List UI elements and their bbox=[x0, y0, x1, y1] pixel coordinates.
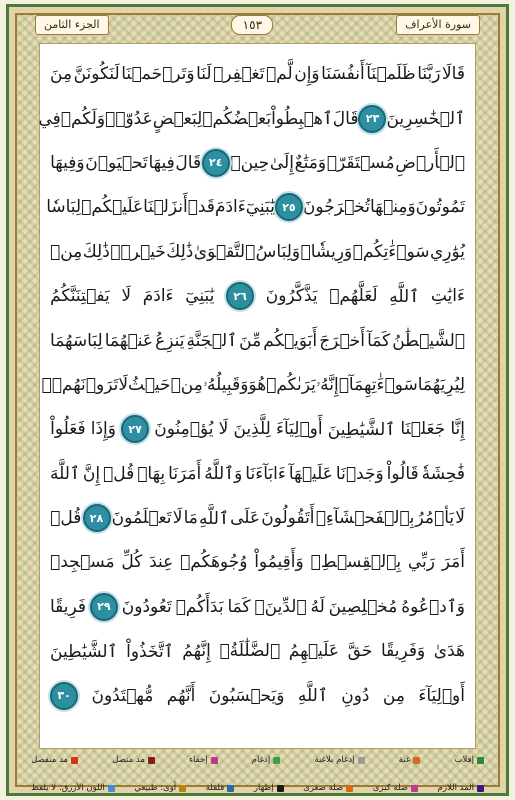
word: ذَٰلِكَ bbox=[166, 241, 194, 262]
word: قُلۡ bbox=[103, 463, 135, 484]
word: يَأۡمُرُ bbox=[415, 508, 455, 529]
word: قَالَ bbox=[175, 152, 202, 173]
legend-label: المد اللازم bbox=[437, 783, 474, 793]
word: لَعَلَّهُمۡ bbox=[329, 286, 378, 307]
color-swatch bbox=[411, 785, 418, 792]
word: تَرَوۡنَهُمۡۗ bbox=[41, 374, 119, 395]
page-header bbox=[35, 14, 480, 36]
word: بِهَاۗ bbox=[137, 463, 166, 484]
word: قَدۡ bbox=[187, 197, 215, 218]
word: بِٱلۡفَحۡشَآءِۖ bbox=[315, 508, 415, 529]
word: كُلِّ bbox=[121, 552, 143, 573]
page-number: ١٥٣ bbox=[231, 15, 273, 35]
word: قُلۡ bbox=[50, 508, 82, 529]
word: ٱلشَّيَٰطِينَ bbox=[50, 641, 118, 662]
text-line bbox=[50, 52, 465, 96]
word: لَنَكُونَنَّ bbox=[73, 64, 120, 85]
word: مَسۡجِدٖ bbox=[50, 552, 115, 573]
word: وَأَقِيمُواْ bbox=[254, 552, 304, 573]
word: فِي bbox=[38, 108, 61, 129]
word: أَوۡلِيَآءَ bbox=[418, 685, 465, 706]
color-swatch bbox=[211, 757, 218, 764]
word: لِبَاسَهُمَا bbox=[50, 330, 103, 351]
word: لَا bbox=[121, 286, 132, 307]
color-swatch bbox=[108, 785, 115, 792]
word: وَمِنۡهَا bbox=[369, 197, 416, 218]
word: يُؤۡمِنُونَ bbox=[154, 419, 214, 440]
ayah-number-marker: ٢٨ bbox=[83, 504, 111, 532]
word: تَعُودُونَ bbox=[121, 596, 172, 617]
word: لَا bbox=[118, 374, 129, 395]
word: ٱلۡجَنَّةِ bbox=[186, 331, 238, 352]
word: إِنَّا bbox=[450, 419, 465, 440]
text-line bbox=[50, 318, 465, 362]
word: أَنَّهُم bbox=[166, 685, 196, 706]
legend-label: اللون الأزرق: لا يلفظ bbox=[31, 783, 105, 793]
word: قَالُواْ bbox=[386, 463, 419, 484]
word: عَلَيۡهَآ bbox=[288, 463, 333, 484]
legend-item bbox=[252, 755, 280, 765]
legend-row bbox=[31, 783, 484, 793]
word: حَيۡثُ bbox=[128, 374, 171, 395]
surah-label: سورة الأعراف bbox=[396, 15, 480, 35]
word: وَرِيشٗاۖ bbox=[300, 241, 353, 262]
text-line bbox=[38, 96, 465, 140]
word: لَا bbox=[172, 508, 183, 529]
word: يَٰبَنِيٓ bbox=[185, 286, 215, 307]
word: تُخۡرَجُونَ bbox=[302, 197, 370, 218]
word: عَلَيۡكُمۡ bbox=[81, 197, 144, 218]
legend-label: قلقلة bbox=[205, 783, 225, 793]
word: تَمُوتُونَ bbox=[415, 197, 465, 218]
legend-label: صلة كبرى bbox=[372, 783, 408, 793]
text-line bbox=[50, 230, 465, 274]
legend-row bbox=[31, 755, 484, 765]
word: حَقَّ bbox=[347, 641, 373, 662]
word: ءَابَآءَنَا bbox=[245, 463, 286, 484]
legend-item bbox=[112, 755, 155, 765]
word: وَإِذَا bbox=[90, 419, 116, 440]
color-swatch bbox=[277, 785, 284, 792]
word: أَتَقُولُونَ bbox=[261, 508, 315, 529]
word: مِنۡ bbox=[50, 241, 83, 262]
word: لَا bbox=[218, 419, 229, 440]
word: تَغۡفِرۡ bbox=[213, 64, 265, 85]
word: رَبِّي bbox=[407, 552, 436, 573]
word: ٱللَّهِ bbox=[199, 508, 229, 529]
word: إِنَّهُمُ bbox=[182, 641, 211, 662]
legend-item bbox=[438, 783, 484, 793]
word: يَنزِعُ bbox=[155, 330, 185, 351]
ayah-number-marker: ٢٥ bbox=[275, 193, 303, 221]
text-line bbox=[50, 274, 465, 318]
legend-label: صلة صغرى bbox=[303, 783, 344, 793]
color-swatch bbox=[148, 757, 155, 764]
legend-item bbox=[254, 783, 284, 793]
word: عِندَ bbox=[149, 552, 174, 573]
word: ذَٰلِكَ bbox=[82, 241, 110, 262]
word: وَٱدۡعُوهُ bbox=[401, 597, 465, 618]
word: قَالَا bbox=[441, 64, 465, 85]
word: لِبَاسٗا bbox=[46, 197, 82, 218]
text-line bbox=[50, 629, 465, 673]
page-frame bbox=[6, 4, 509, 796]
word: ٱللَّهِ bbox=[297, 686, 328, 707]
word: هَدَىٰ bbox=[433, 641, 465, 662]
legend-item bbox=[314, 755, 364, 765]
word: بَدَأَكُمۡ bbox=[175, 596, 224, 617]
word: مَا bbox=[183, 508, 198, 529]
word: لَا bbox=[455, 508, 465, 529]
word: حِينٖ bbox=[230, 152, 270, 173]
word: بَعۡضُكُمۡ bbox=[202, 108, 272, 129]
color-swatch bbox=[71, 757, 78, 764]
color-swatch bbox=[273, 757, 280, 764]
text-line bbox=[50, 407, 465, 451]
legend-label: إقلاب bbox=[454, 755, 474, 765]
word: ٱلتَّقۡوَىٰ bbox=[193, 241, 256, 262]
word: مِّنَ bbox=[239, 330, 262, 351]
legend-label: أوى: طبيعي bbox=[134, 783, 177, 793]
color-swatch bbox=[477, 757, 484, 764]
word: وَمَتَٰعٌ bbox=[294, 152, 327, 173]
juz-label: الجزء الثامن bbox=[35, 15, 109, 35]
word: مِنۡ bbox=[170, 374, 203, 395]
text-line bbox=[50, 452, 465, 496]
word: إِنَّ bbox=[82, 463, 101, 484]
word: قَالَ bbox=[332, 108, 359, 129]
word: مُسۡتَقَرّٞ bbox=[326, 152, 395, 173]
legend-item bbox=[373, 783, 418, 793]
ayah-number-marker: ٣٠ bbox=[50, 682, 78, 710]
word: وَفِيهَا bbox=[50, 152, 85, 173]
word: وَقَبِيلُهُۥ bbox=[202, 374, 249, 395]
word: ٱتَّخَذُواْ bbox=[126, 641, 174, 662]
word: وَإِن bbox=[294, 64, 320, 85]
legend-label: مد متصل bbox=[112, 755, 145, 765]
word: خَيۡرٞۚ bbox=[110, 241, 166, 262]
ayah-number-marker: ٢٣ bbox=[358, 105, 386, 133]
word: إِنَّهُۥ bbox=[315, 374, 339, 395]
word: وَجَدۡنَا bbox=[335, 463, 384, 484]
legend-label: إدغام bbox=[251, 755, 271, 765]
word: فَرِيقًا bbox=[50, 596, 87, 617]
word: وَلَكُمۡ bbox=[60, 108, 106, 129]
word: ءَايَٰتِ bbox=[430, 286, 465, 307]
word: ٱلشَّيَٰطِينَ bbox=[327, 419, 396, 440]
text-line bbox=[50, 496, 465, 540]
word: وَلِبَاسُ bbox=[255, 241, 301, 262]
word: يُوَٰرِي bbox=[429, 241, 465, 262]
word: تَحۡيَوۡنَ bbox=[85, 152, 148, 173]
tajweed-legend bbox=[31, 755, 484, 793]
ayah-number-marker: ٢٤ bbox=[202, 149, 230, 177]
word: يَفۡتِنَنَّكُمُ bbox=[50, 286, 110, 307]
word: عَدُوّٞۖ bbox=[105, 108, 153, 129]
color-swatch bbox=[346, 785, 353, 792]
color-swatch bbox=[413, 757, 420, 764]
word: لَنَا bbox=[196, 64, 212, 85]
legend-item bbox=[206, 783, 235, 793]
ayah-number-marker: ٢٦ bbox=[226, 282, 254, 310]
legend-item bbox=[134, 783, 186, 793]
word: سَوۡءَٰتِهِمَآۚ bbox=[338, 374, 418, 395]
word: وَٱللَّهُ bbox=[204, 464, 243, 485]
word: يَٰبَنِيٓ bbox=[245, 197, 275, 218]
word: مُّهۡتَدُونَ bbox=[91, 685, 154, 706]
color-swatch bbox=[227, 785, 234, 792]
word: أَنزَلۡنَا bbox=[143, 197, 188, 218]
word: يَرَىٰكُمۡ bbox=[266, 374, 316, 395]
word: مُخۡلِصِينَ bbox=[328, 596, 398, 617]
text-line bbox=[50, 673, 465, 717]
word: أَبَوَيۡكُم bbox=[263, 330, 318, 351]
word: ءَادَمَ bbox=[214, 197, 246, 218]
word: كَمَا bbox=[227, 596, 251, 617]
color-swatch bbox=[179, 785, 186, 792]
quran-text-area bbox=[39, 43, 476, 749]
word: فَعَلُواْ bbox=[50, 419, 86, 440]
word: رَبَّنَا bbox=[417, 64, 441, 85]
word: عَلَى bbox=[230, 508, 261, 529]
legend-label: مد منفصل bbox=[31, 755, 69, 765]
word: ٱلۡخَٰسِرِينَ bbox=[386, 109, 465, 130]
word: وُجُوهَكُمۡ bbox=[180, 552, 248, 573]
word: إِلَىٰ bbox=[269, 152, 294, 173]
word: أَمَرَ bbox=[441, 552, 465, 573]
word: عَنۡهُمَا bbox=[104, 330, 154, 351]
word: أَخۡرَجَ bbox=[319, 330, 365, 351]
text-line bbox=[41, 363, 465, 407]
legend-item bbox=[31, 783, 115, 793]
word: أَمَرَنَا bbox=[168, 463, 202, 484]
word: ٱهۡبِطُواْ bbox=[271, 109, 333, 130]
word: لَّمۡ bbox=[265, 64, 293, 85]
text-line bbox=[46, 185, 465, 229]
legend-label: إدغام بلاغنة bbox=[314, 755, 355, 765]
word: دُونِ bbox=[341, 685, 370, 706]
word: وَيَحۡسَبُونَ bbox=[208, 685, 285, 706]
word: تَعۡلَمُونَ bbox=[111, 508, 172, 529]
word: مِنَ bbox=[50, 64, 73, 85]
legend-label: غنة bbox=[398, 755, 411, 765]
word: ٱلشَّيۡطَٰنُ bbox=[392, 330, 465, 351]
ayah-number-marker: ٢٧ bbox=[121, 415, 149, 443]
legend-label: إخفاء bbox=[189, 755, 208, 765]
legend-label: إظهار bbox=[253, 783, 274, 793]
word: أَنفُسَنَا bbox=[321, 64, 365, 85]
word: هُوَ bbox=[248, 374, 267, 395]
text-line bbox=[50, 141, 465, 185]
word: ٱللَّهِ bbox=[389, 286, 420, 307]
legend-item bbox=[399, 755, 421, 765]
word: ٱلضَّلَٰلَةُۚ bbox=[219, 641, 281, 662]
word: مِن bbox=[382, 685, 405, 706]
color-swatch bbox=[358, 757, 365, 764]
word: أَوۡلِيَآءَ bbox=[276, 419, 323, 440]
word: ءَادَمَ bbox=[142, 286, 174, 307]
word: ظَلَمۡنَآ bbox=[366, 64, 416, 85]
color-swatch bbox=[477, 785, 484, 792]
word: فَٰحِشَةٗ bbox=[421, 463, 465, 484]
legend-item bbox=[303, 783, 353, 793]
word: عَلَيۡهِمُ bbox=[288, 641, 340, 662]
word: جَعَلۡنَا bbox=[400, 419, 446, 440]
word: كَمَآ bbox=[367, 330, 391, 351]
word: لَهُ bbox=[310, 596, 325, 617]
word: بِٱلۡقِسۡطِۖ bbox=[310, 552, 402, 573]
word: لِلَّذِينَ bbox=[233, 419, 271, 440]
word: ٱللَّهَ bbox=[50, 464, 80, 485]
legend-item bbox=[189, 755, 218, 765]
word: يَذَّكَّرُونَ bbox=[265, 286, 318, 307]
word: لِبَعۡضٍ bbox=[152, 108, 203, 129]
text-line bbox=[50, 585, 465, 629]
word: وَفَرِيقًا bbox=[380, 641, 426, 662]
text-line bbox=[50, 540, 465, 584]
legend-item bbox=[455, 755, 485, 765]
word: ٱلدِّينَۚ bbox=[254, 596, 307, 617]
word: وَتَرۡحَمۡنَا bbox=[121, 64, 195, 85]
word: فِيهَا bbox=[148, 152, 175, 173]
word: ٱلۡأَرۡضِ bbox=[395, 152, 465, 173]
word: سَوۡءَٰتِكُمۡ bbox=[352, 241, 430, 262]
legend-item bbox=[31, 755, 78, 765]
word: لِيُرِيَهُمَا bbox=[417, 374, 465, 395]
ayah-number-marker: ٢٩ bbox=[90, 593, 118, 621]
